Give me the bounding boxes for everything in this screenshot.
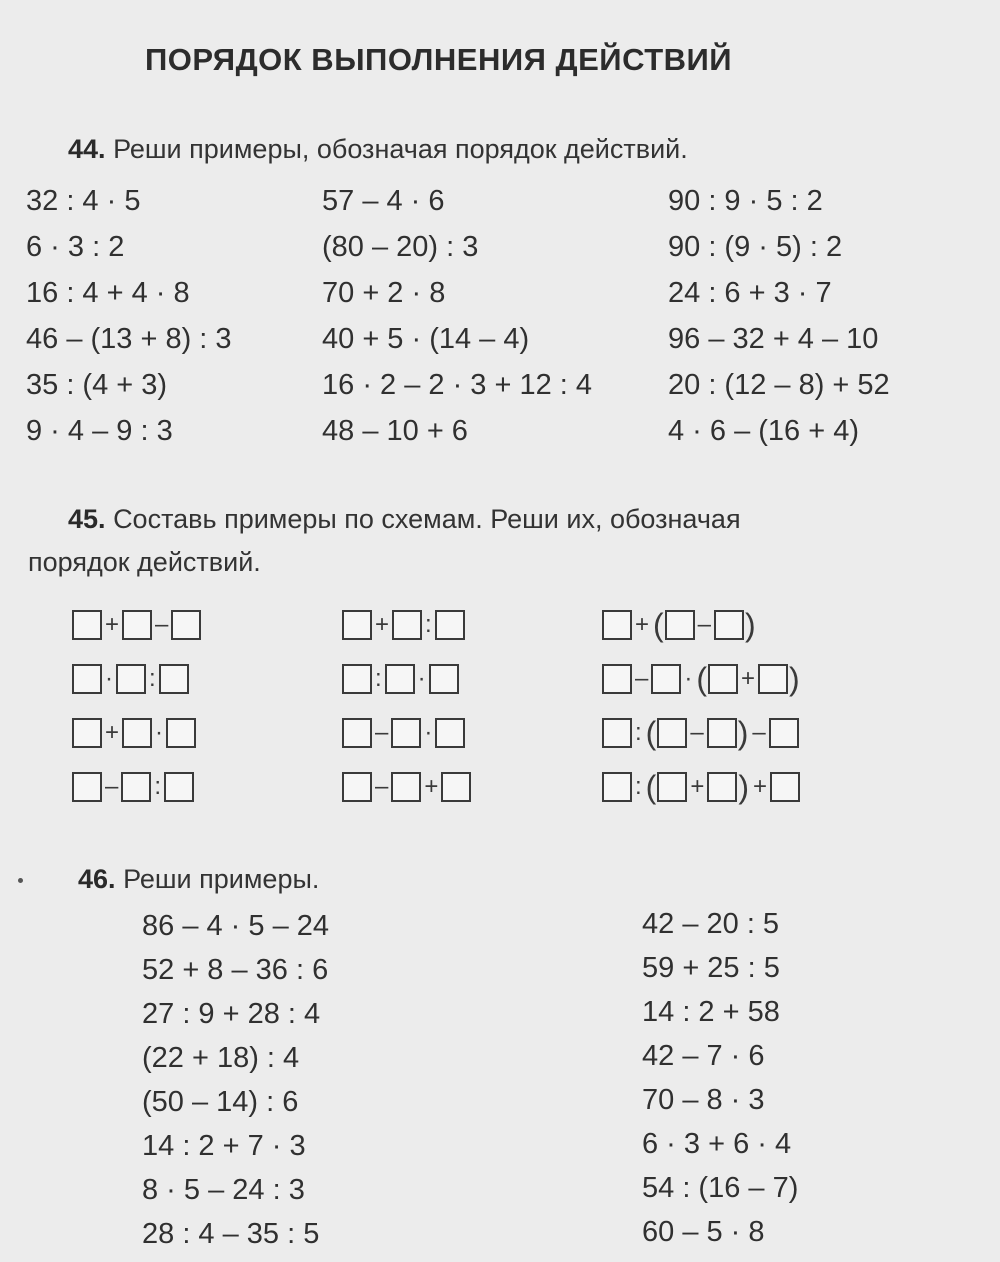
parenthesis: (: [645, 715, 657, 751]
scheme-row: [72, 598, 201, 652]
expression: 42 – 7 · 6: [642, 1040, 765, 1072]
empty-box: [391, 772, 421, 802]
expression: 59 + 25 : 5: [642, 952, 780, 984]
operator: +: [690, 773, 705, 800]
expression: 27 : 9 + 28 : 4: [142, 998, 321, 1030]
operator: –: [155, 611, 169, 638]
operator: +: [105, 719, 120, 746]
expression: 86 – 4 · 5 – 24: [142, 910, 330, 942]
empty-box: [707, 772, 737, 802]
task-46-column-2: [642, 902, 798, 1254]
scheme-row: [342, 706, 471, 760]
expression: (80 – 20) : 3: [322, 231, 479, 263]
bullet-dot: [18, 878, 23, 883]
task-45-number: 45.: [68, 504, 106, 534]
expression: 54 : (16 – 7): [642, 1172, 799, 1204]
empty-box: [122, 610, 152, 640]
expression: 42 – 20 : 5: [642, 908, 780, 940]
expression: 6 · 3 + 6 · 4: [642, 1128, 792, 1160]
empty-box: [769, 718, 799, 748]
expression: 60 – 5 · 8: [642, 1216, 765, 1248]
empty-box: [758, 664, 788, 694]
operator: :: [375, 665, 382, 692]
operator: +: [105, 611, 120, 638]
empty-box: [665, 610, 695, 640]
expression: 16 · 2 – 2 · 3 + 12 : 4: [322, 369, 593, 401]
task-46-number: 46.: [78, 864, 116, 894]
empty-box: [171, 610, 201, 640]
task-45-schemes-column-2: [342, 598, 471, 814]
empty-box: [72, 664, 102, 694]
empty-box: [72, 772, 102, 802]
expression: 57 – 4 · 6: [322, 185, 445, 217]
empty-box: [602, 664, 632, 694]
empty-box: [714, 610, 744, 640]
empty-box: [392, 610, 422, 640]
empty-box: [121, 772, 151, 802]
empty-box: [342, 718, 372, 748]
empty-box: [385, 664, 415, 694]
operator: +: [741, 665, 756, 692]
parenthesis: (: [645, 769, 657, 805]
expression: 40 + 5 · (14 – 4): [322, 323, 530, 355]
expression: 90 : (9 · 5) : 2: [668, 231, 843, 263]
operator: +: [635, 611, 650, 638]
task-45-text-line-2: порядок действий.: [28, 547, 261, 577]
task-46-heading: [78, 864, 319, 895]
task-44-column-1: [26, 178, 232, 454]
operator: :: [154, 773, 162, 800]
expression: 6 · 3 : 2: [26, 231, 125, 263]
empty-box: [159, 664, 189, 694]
task-44-column-2: [322, 178, 592, 454]
page-title: ПОРЯДОК ВЫПОЛНЕНИЯ ДЕЙСТВИЙ: [145, 42, 733, 77]
expression: 70 – 8 · 3: [642, 1084, 765, 1116]
operator: +: [375, 611, 390, 638]
parenthesis: ): [737, 715, 749, 751]
expression: 70 + 2 · 8: [322, 277, 446, 309]
empty-box: [435, 610, 465, 640]
empty-box: [342, 610, 372, 640]
empty-box: [342, 664, 372, 694]
operator: –: [690, 719, 704, 746]
scheme-row: [72, 760, 201, 814]
empty-box: [708, 664, 738, 694]
operator: +: [753, 773, 768, 800]
operator: :: [635, 719, 642, 746]
expression: 24 : 6 + 3 · 7: [668, 277, 832, 309]
expression: 9 · 4 – 9 : 3: [26, 415, 173, 447]
empty-box: [116, 664, 146, 694]
task-45-schemes-column-3: [602, 598, 801, 814]
scheme-row: [72, 706, 201, 760]
expression: 96 – 32 + 4 – 10: [668, 323, 879, 355]
empty-box: [602, 718, 632, 748]
operator: –: [752, 719, 766, 746]
expression: 52 + 8 – 36 : 6: [142, 954, 329, 986]
expression: 20 : (12 – 8) + 52: [668, 369, 890, 401]
scheme-row: [602, 760, 801, 814]
empty-box: [435, 718, 465, 748]
expression: 14 : 2 + 7 · 3: [142, 1130, 306, 1162]
empty-box: [166, 718, 196, 748]
parenthesis: ): [745, 607, 756, 643]
expression: 28 : 4 – 35 : 5: [142, 1218, 320, 1250]
operator: +: [424, 773, 439, 800]
expression: 16 : 4 + 4 · 8: [26, 277, 190, 309]
expression: (22 + 18) : 4: [142, 1042, 300, 1074]
task-44-column-3: [668, 178, 890, 454]
scheme-row: [342, 760, 471, 814]
parenthesis: (: [696, 661, 708, 697]
expression: (50 – 14) : 6: [142, 1086, 299, 1118]
operator: ·: [424, 719, 433, 746]
operator: –: [375, 719, 389, 746]
expression: 90 : 9 · 5 : 2: [668, 185, 823, 217]
parenthesis: (: [653, 607, 664, 643]
operator: –: [375, 773, 389, 800]
task-45-schemes-column-1: [72, 598, 201, 814]
operator: :: [425, 611, 432, 638]
operator: :: [635, 773, 642, 800]
scheme-row: [72, 652, 201, 706]
task-46-text: Реши примеры.: [123, 864, 320, 894]
scheme-row: [342, 652, 471, 706]
empty-box: [657, 718, 687, 748]
empty-box: [391, 718, 421, 748]
operator: ·: [684, 665, 693, 692]
empty-box: [72, 718, 102, 748]
expression: 14 : 2 + 58: [642, 996, 780, 1028]
expression: 35 : (4 + 3): [26, 369, 168, 401]
empty-box: [770, 772, 800, 802]
empty-box: [342, 772, 372, 802]
empty-box: [441, 772, 471, 802]
empty-box: [164, 772, 194, 802]
task-46-column-1: [142, 904, 329, 1256]
expression: 8 · 5 – 24 : 3: [142, 1174, 305, 1206]
empty-box: [429, 664, 459, 694]
scheme-row: [602, 652, 801, 706]
task-44-text: Реши примеры, обозначая порядок действий.: [113, 134, 688, 164]
operator: ·: [155, 719, 164, 746]
empty-box: [602, 772, 632, 802]
task-44-heading: [68, 134, 688, 165]
operator: ·: [105, 665, 113, 692]
expression: 32 : 4 · 5: [26, 185, 141, 217]
empty-box: [651, 664, 681, 694]
scheme-row: [602, 706, 801, 760]
operator: :: [149, 665, 156, 692]
empty-box: [707, 718, 737, 748]
parenthesis: ): [789, 661, 800, 697]
operator: –: [105, 773, 119, 800]
empty-box: [602, 610, 632, 640]
empty-box: [72, 610, 102, 640]
scheme-row: [602, 598, 801, 652]
task-44-number: 44.: [68, 134, 106, 164]
operator: ·: [417, 665, 426, 692]
scheme-row: [342, 598, 471, 652]
expression: 48 – 10 + 6: [322, 415, 468, 447]
expression: 46 – (13 + 8) : 3: [26, 323, 232, 355]
empty-box: [122, 718, 152, 748]
operator: –: [635, 665, 649, 692]
task-45-text-line-1: Составь примеры по схемам. Реши их, обозначая: [113, 504, 741, 534]
parenthesis: ): [738, 769, 749, 805]
operator: –: [697, 611, 712, 638]
task-45-heading: [68, 504, 741, 535]
expression: 4 · 6 – (16 + 4): [668, 415, 860, 447]
empty-box: [657, 772, 687, 802]
